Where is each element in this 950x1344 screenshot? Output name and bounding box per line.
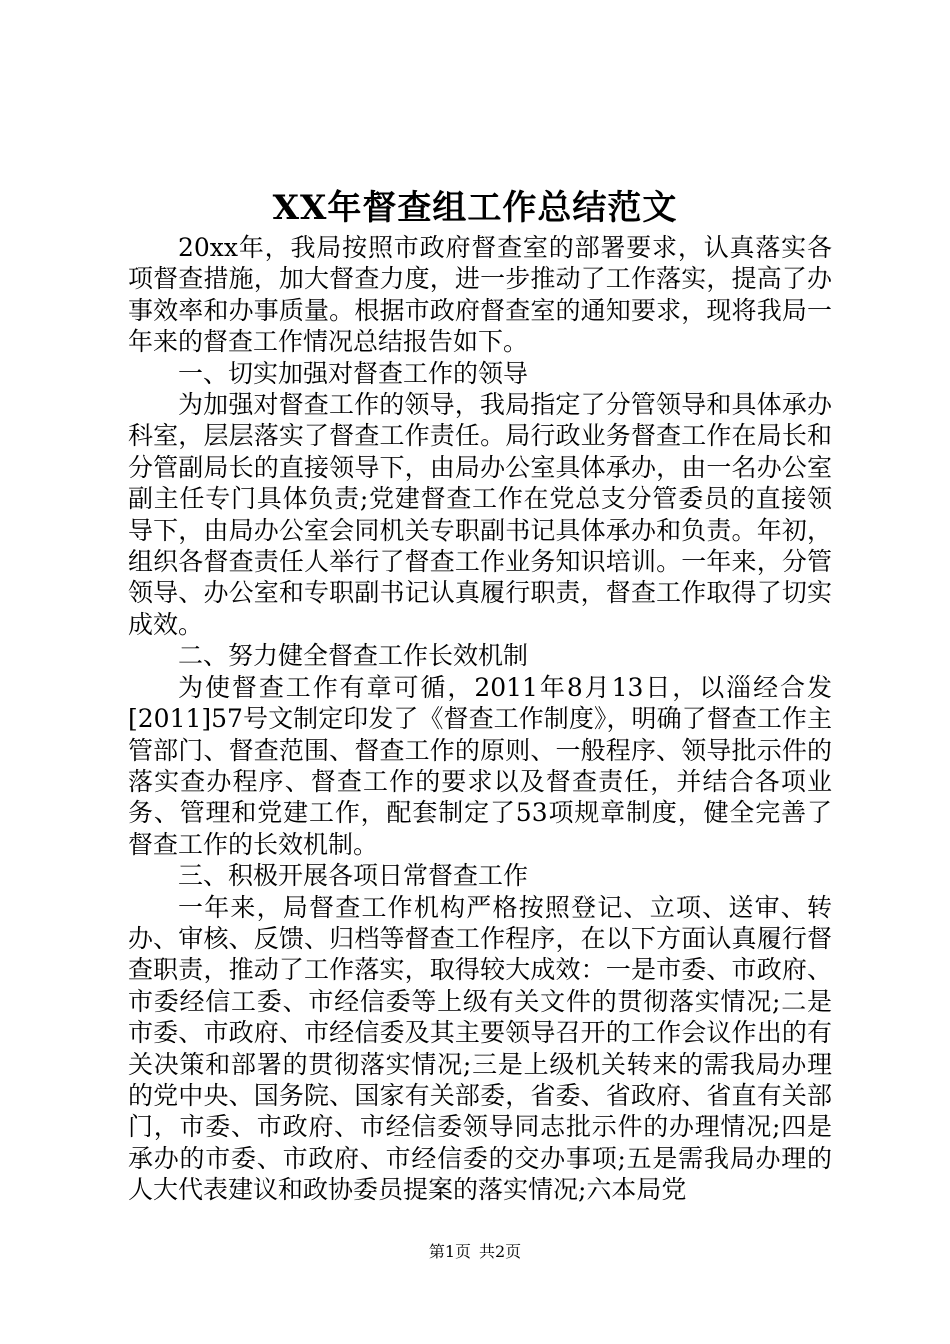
document-title: XX年督查组工作总结范文 bbox=[272, 188, 678, 228]
page-number: 第1页 bbox=[428, 1242, 471, 1261]
section-heading-3: 三、积极开展各项日常督查工作 bbox=[178, 861, 529, 891]
section-heading-1: 一、切实加强对督查工作的领导 bbox=[178, 358, 529, 388]
paragraph-section-1: 为加强对督查工作的领导，我局指定了分管领导和具体承办科室，层层落实了督查工作责任。局行政业务督查工作在局长和分管副局长的直接领导下，由局办公室具体承办，由一名办公室副主任专门具体负责;党建督查工作在党总支分管委员的直接领导下，由局办公室会同机关专职副书记具体承办和负责。年初，组织各督查责任人举行了督查工作业务知识培训。一年来，分管领导、办公室和专职副书记认真履行职责，督查工作取得了切实成效。 bbox=[128, 390, 832, 639]
page-total: 共2页 bbox=[479, 1242, 522, 1261]
paragraph-section-3: 一年来，局督查工作机构严格按照登记、立项、送审、转办、审核、反馈、归档等督查工作程序，在以下方面认真履行督查职责，推动了工作落实，取得较大成效：一是市委、市政府、市委经信工委、市经信委等上级有关文件的贯彻落实情况;二是市委、市政府、市经信委及其主要领导召开的工作会议作出的有关决策和部署的贯彻落实情况;三是上级机关转来的需我局办理的党中央、国务院、国家有关部委，省委、省政府、省直有关部门，市委、市政府、市经信委领导同志批示件的办理情况;四是承办的市委、市政府、市经信委的交办事项;五是需我局办理的人大代表建议和政协委员提案的落实情况;六本局党 bbox=[128, 892, 832, 1205]
paragraph-section-2: 为使督查工作有章可循，2011年8月13日，以淄经合发[2011]57号文制定印发了《督查工作制度》，明确了督查工作主管部门、督查范围、督查工作的原则、一般程序、领导批示件的落实查办程序、督查工作的要求以及督查责任，并结合各项业务、管理和党建工作，配套制定了53项规章制度，健全完善了督查工作的长效机制。 bbox=[128, 672, 832, 859]
page-footer bbox=[0, 1240, 950, 1264]
paragraph-intro: 20xx年，我局按照市政府督查室的部署要求，认真落实各项督查措施，加大督查力度，进一步推动了工作落实，提高了办事效率和办事质量。根据市政府督查室的通知要求，现将我局一年来的督查工作情况总结报告如下。 bbox=[128, 233, 832, 357]
document-body bbox=[128, 232, 832, 1206]
section-heading-2: 二、努力健全督查工作长效机制 bbox=[178, 641, 529, 671]
